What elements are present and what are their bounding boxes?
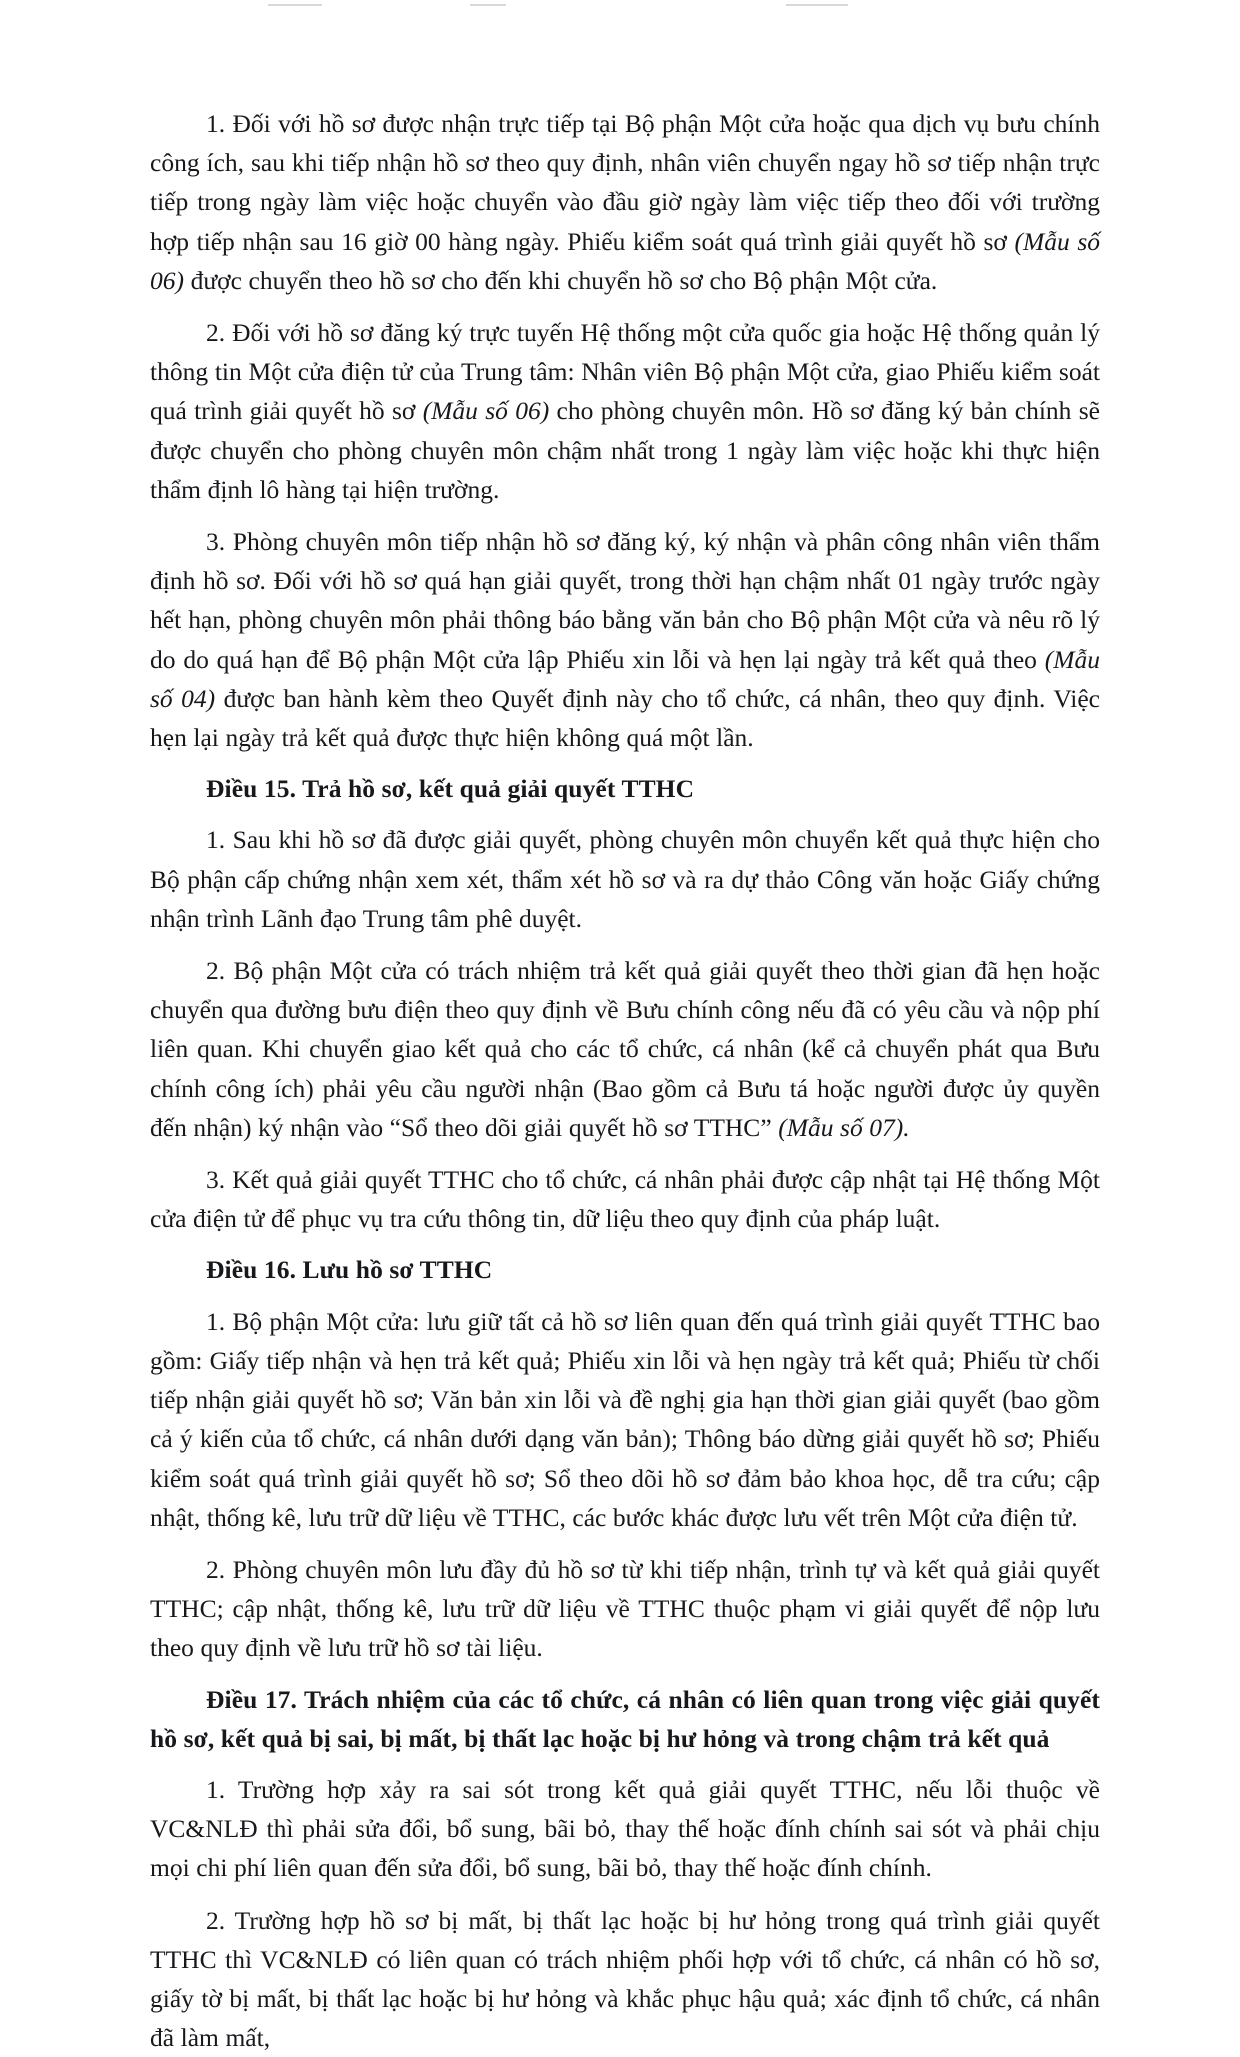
heading-spacer: [150, 757, 1100, 769]
paragraph-article17-clause2: 2. Trường hợp hồ sơ bị mất, bị thất lạc hoặc bị hư hỏng trong quá trình giải quyết TTHC thì VC&NLĐ có liên quan có trách nhiệm phối hợp với tổ chức, cá nhân có hồ sơ, giấy tờ bị mất, bị thất lạc hoặc bị hư hỏng và khắc phục hậu quả; xác định tổ chức, cá nhân đã làm mất,: [150, 1905, 1100, 2053]
heading-spacer: [150, 1238, 1100, 1250]
paragraph-spacer: [150, 300, 1100, 313]
paragraph-spacer: [150, 509, 1100, 522]
paragraph-text: 2. Đối với hồ sơ đăng ký trực tuyến Hệ thống một cửa quốc gia hoặc Hệ thống quản lý thông tin Một cửa điện tử của Trung tâm: Nhân viên Bộ phận Một cửa, giao Phiếu kiểm soát quá trình giải quyết hồ sơ: [150, 318, 1100, 426]
paragraph-text-tail: được ban hành kèm theo Quyết định này cho tổ chức, cá nhân, theo quy định. Việc hẹn lại ngày trả kết quả được thực hiện không quá một lần.: [150, 683, 1100, 753]
paragraph-text: 3. Phòng chuyên môn tiếp nhận hồ sơ đăng ký, ký nhận và phân công nhân viên thẩm định hồ sơ. Đối với hồ sơ quá hạn giải quyết, trong thời hạn chậm nhất 01 ngày trước ngày hết hạn, phòng chuyên môn phải thông báo bằng văn bản cho Bộ phận Một cửa và nêu rõ lý do do quá hạn để Bộ phận Một cửa lập Phiếu xin lỗi và hẹn lại ngày trả kết quả theo: [150, 527, 1100, 674]
paragraph-article14-clause1: [150, 104, 1100, 300]
paragraph-article17-clause1: 1. Trường hợp xảy ra sai sót trong kết quả giải quyết TTHC, nếu lỗi thuộc về VC&NLĐ thì phải sửa đổi, bổ sung, bãi bỏ, thay thế hoặc đính chính sai sót và phải chịu mọi chi phí liên quan đến sửa đổi, bổ sung, bãi bỏ, thay thế hoặc đính chính.: [150, 1774, 1100, 1883]
document-body: [150, 104, 1100, 2057]
paragraph-spacer: [150, 1888, 1100, 1901]
paragraph-text: 2. Bộ phận Một cửa có trách nhiệm trả kết quả giải quyết theo thời gian đã hẹn hoặc chuyển qua đường bưu điện theo quy định về Bưu chính công nếu đã có yêu cầu và nộp phí liên quan. Khi chuyển giao kết quả cho các tổ chức, cá nhân (kể cả chuyển phát qua Bưu chính công ích) phải yêu cầu người nhận (Bao gồm cả Bưu tá hoặc người được ủy quyền đến nhận) ký nhận vào “Sổ theo dõi giải quyết hồ sơ TTHC”: [150, 956, 1100, 1142]
heading-spacer: [150, 808, 1100, 820]
paragraph-article15-clause1: 1. Sau khi hồ sơ đã được giải quyết, phòng chuyên môn chuyển kết quả thực hiện cho Bộ phận cấp chứng nhận xem xét, thẩm xét hồ sơ và ra dự thảo Công văn hoặc Giấy chứng nhận trình Lãnh đạo Trung tâm phê duyệt.: [150, 825, 1100, 933]
form-reference-mau-so-06: (Mẫu số 06): [150, 226, 1100, 295]
heading-dieu-16: Điều 16. Lưu hồ sơ TTHC: [206, 1255, 493, 1285]
paragraph-text-tail: được chuyển theo hồ sơ cho đến khi chuyển hồ sơ cho Bộ phận Một cửa.: [184, 265, 938, 295]
paragraph-spacer: [150, 938, 1100, 951]
paragraph-article15-clause3: 3. Kết quả giải quyết TTHC cho tổ chức, cá nhân phải được cập nhật tại Hệ thống Một cửa điện tử để phục vụ tra cứu thông tin, dữ liệu theo quy định của pháp luật.: [150, 1165, 1100, 1234]
form-reference-mau-so-04: (Mẫu số 04): [150, 644, 1100, 713]
paragraph-article14-clause3: [150, 522, 1100, 757]
paragraph-article14-clause2: [150, 313, 1100, 509]
heading-spacer: [150, 1290, 1100, 1302]
paragraph-spacer: [150, 1537, 1100, 1550]
form-reference-mau-so-06: (Mẫu số 06): [422, 396, 550, 426]
form-reference-mau-so-07: (Mẫu số 07).: [778, 1112, 910, 1142]
paragraph-text: 1. Đối với hồ sơ được nhận trực tiếp tại Bộ phận Một cửa hoặc qua dịch vụ bưu chính công ích, sau khi tiếp nhận hồ sơ theo quy định, nhân viên chuyển ngay hồ sơ tiếp nhận trực tiếp trong ngày làm việc hoặc chuyển vào đầu giờ ngày làm việc tiếp theo đối với trường hợp tiếp nhận sau 16 giờ 00 hàng ngày. Phiếu kiểm soát quá trình giải quyết hồ sơ: [150, 109, 1100, 256]
paragraph-article16-clause2: 2. Phòng chuyên môn lưu đầy đủ hồ sơ từ khi tiếp nhận, trình tự và kết quả giải quyết TTHC; cập nhật, thống kê, lưu trữ dữ liệu về TTHC thuộc phạm vi giải quyết để nộp lưu theo quy định về lưu trữ hồ sơ tài liệu.: [150, 1554, 1100, 1663]
heading-spacer: [150, 1668, 1100, 1680]
paragraph-article16-clause1: 1. Bộ phận Một cửa: lưu giữ tất cả hồ sơ liên quan đến quá trình giải quyết TTHC bao gồm: Giấy tiếp nhận và hẹn trả kết quả; Phiếu xin lỗi và hẹn ngày trả kết quả; Phiếu từ chối tiếp nhận giải quyết hồ sơ; Văn bản xin lỗi và đề nghị gia hạn thời gian giải quyết (bao gồm cả ý kiến của tổ chức, cá nhân dưới dạng văn bản); Thông báo dừng giải quyết hồ sơ; Phiếu kiểm soát quá trình giải quyết hồ sơ; Sổ theo dõi hồ sơ đảm bảo khoa học, dễ tra cứu; cập nhật, thống kê, lưu trữ dữ liệu về TTHC, các bước khác được lưu vết trên Một cửa điện tử.: [150, 1306, 1100, 1532]
heading-dieu-17: Điều 17. Trách nhiệm của các tổ chức, cá nhân có liên quan trong việc giải quyết hồ sơ, kết quả bị sai, bị mất, bị thất lạc hoặc bị hư hỏng và trong chậm trả kết quả: [150, 1684, 1100, 1753]
paragraph-article15-clause2: [150, 951, 1100, 1147]
paragraph-spacer: [150, 1147, 1100, 1160]
paragraph-text-tail: cho phòng chuyên môn. Hồ sơ đăng ký bản chính sẽ được chuyển cho phòng chuyên môn chậm nhất trong 1 ngày làm việc hoặc khi thực hiện thẩm định lô hàng tại hiện trường.: [150, 396, 1100, 504]
heading-dieu-15: Điều 15. Trả hồ sơ, kết quả giải quyết TTHC: [206, 774, 695, 804]
heading-spacer: [150, 1758, 1100, 1770]
